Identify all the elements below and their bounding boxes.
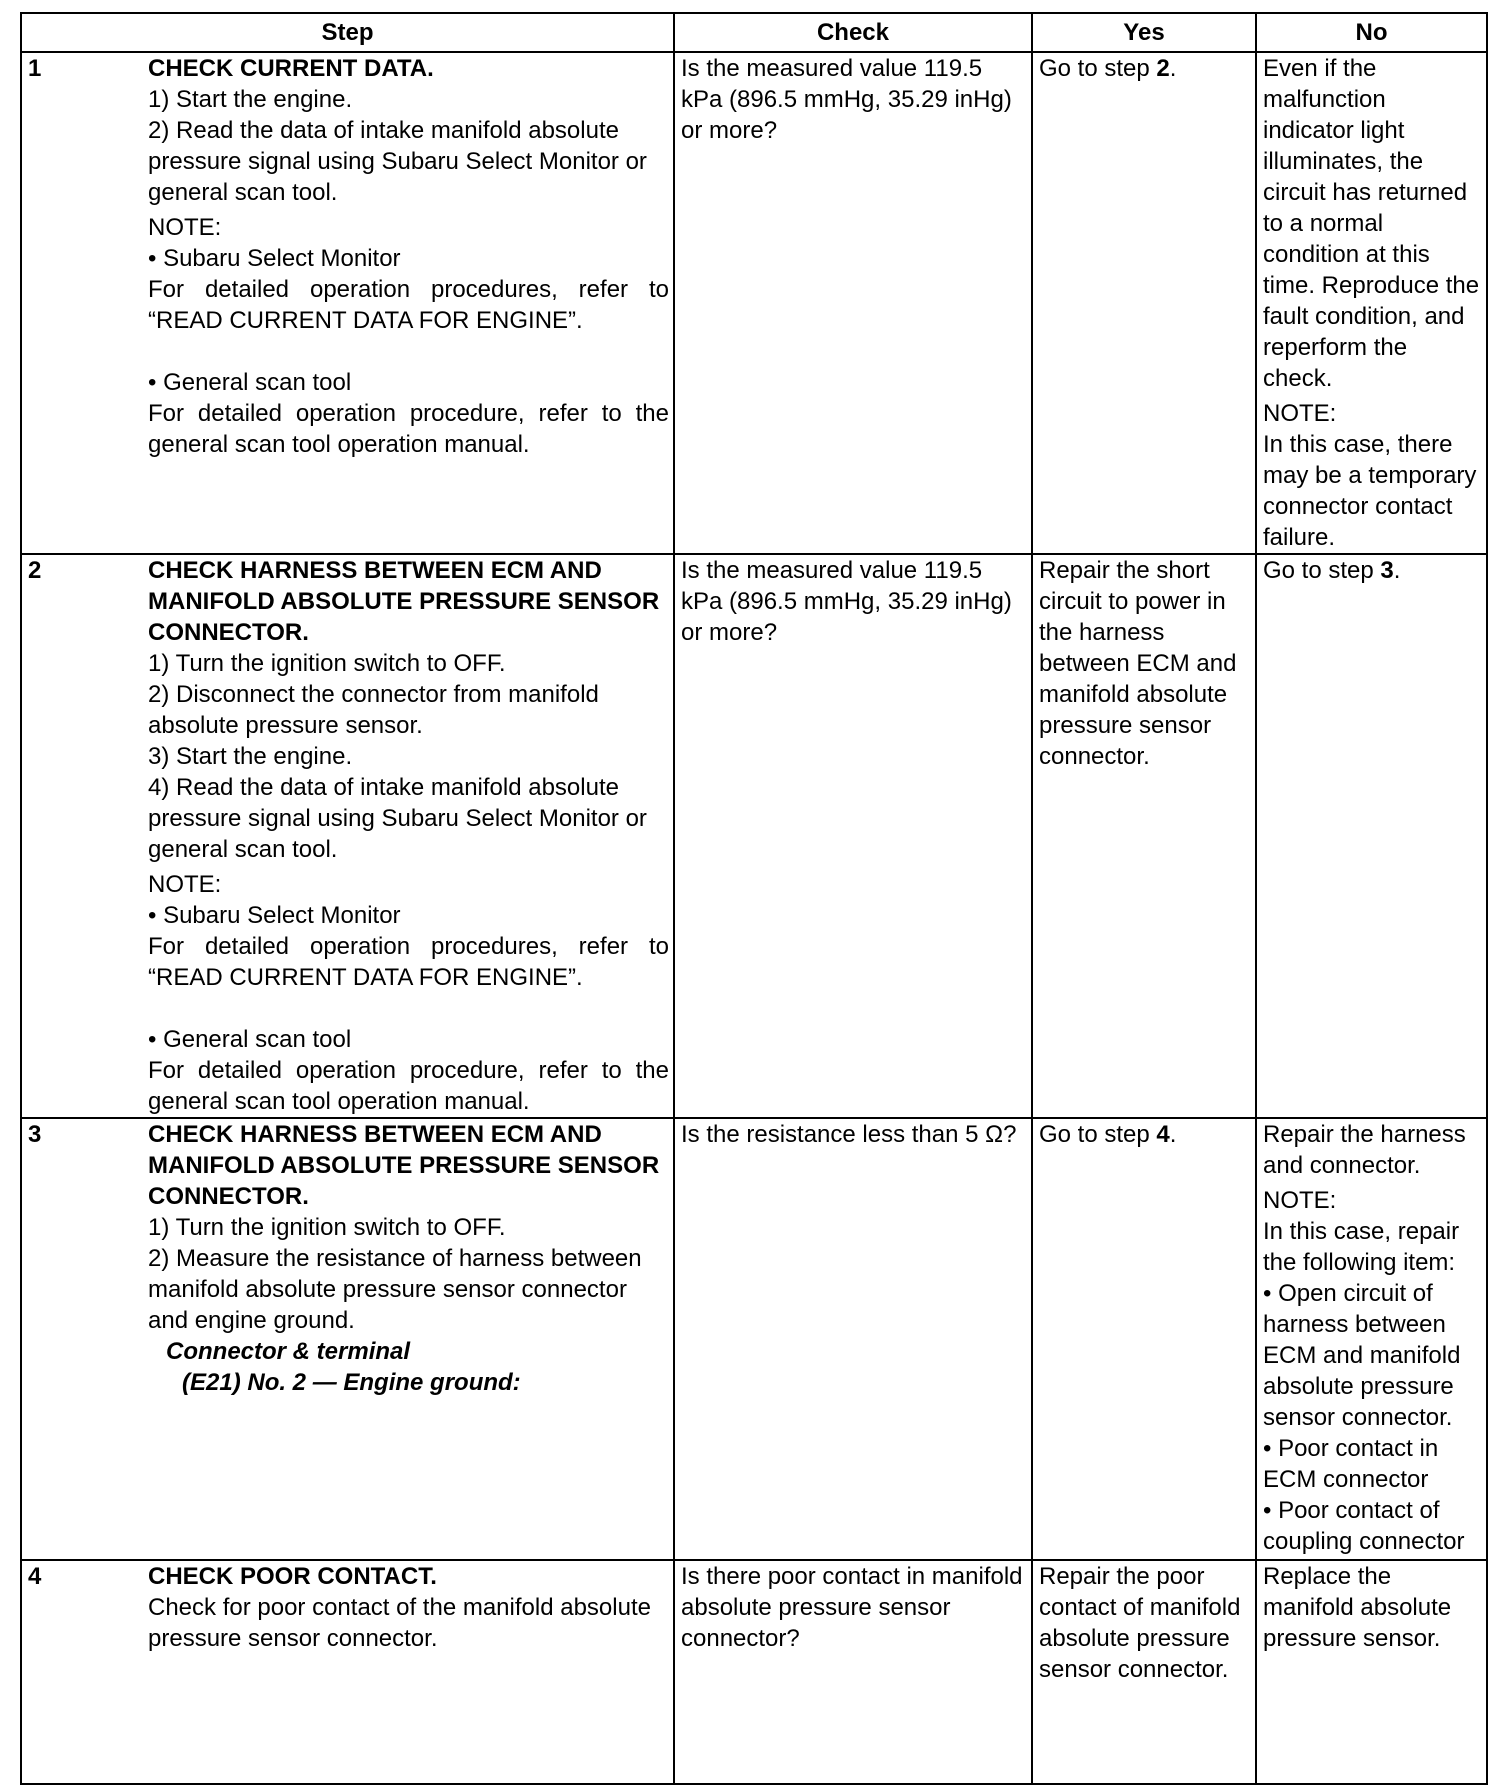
step-item: 2) Read the data of intake manifold absolute pressure signal using Subaru Select Monitor or general scan tool.	[148, 117, 647, 206]
connector-value: (E21) No. 2 — Engine ground:	[182, 1369, 521, 1396]
header-row	[21, 13, 1487, 52]
no-note-text: In this case, repair the following item:	[1263, 1218, 1460, 1276]
no-step-ref: 3	[1380, 557, 1394, 584]
step-cell	[21, 1560, 674, 1784]
yes-text: Go to step	[1039, 55, 1157, 82]
no-text: Go to step	[1263, 557, 1381, 584]
step-title: CHECK HARNESS BETWEEN ECM AND MANIFOLD ABSOLUTE PRESSURE SENSOR CONNECTOR.	[148, 1121, 660, 1210]
yes-cell	[1032, 52, 1256, 554]
yes-step-ref: 2	[1156, 55, 1170, 82]
step-item: 1) Turn the ignition switch to OFF.	[148, 650, 506, 677]
step-item: 1) Turn the ignition switch to OFF.	[148, 1214, 506, 1241]
no-note-text: In this case, there may be a temporary connector contact failure.	[1263, 431, 1477, 551]
step-item: 4) Read the data of intake manifold absolute pressure signal using Subaru Select Monitor or general scan tool.	[148, 774, 647, 863]
no-cell	[1256, 52, 1487, 554]
step-cell	[21, 1118, 674, 1560]
step-title: CHECK HARNESS BETWEEN ECM AND MANIFOLD ABSOLUTE PRESSURE SENSOR CONNECTOR.	[148, 557, 660, 646]
no-note-label: NOTE:	[1263, 1187, 1337, 1214]
step-cell	[21, 52, 674, 554]
yes-step-ref: 4	[1156, 1121, 1170, 1148]
step-number: 1	[28, 55, 42, 82]
no-text: Even if the malfunction indicator light illuminates, the circuit has returned to a normal condition at this time. Reproduce the fault condition, and reperform the check.	[1263, 55, 1480, 392]
table-row	[21, 1118, 1487, 1560]
check-cell	[674, 554, 1032, 1118]
check-text: Is the measured value 119.5 kPa (896.5 mmHg, 35.29 inHg) or more?	[681, 557, 1012, 646]
step-title: CHECK CURRENT DATA.	[148, 55, 434, 82]
yes-cell	[1032, 1118, 1256, 1560]
note-text: For detailed operation procedure, refer to the general scan tool operation manual.	[148, 400, 669, 458]
no-text: Replace the manifold absolute pressure sensor.	[1263, 1563, 1452, 1652]
yes-cell	[1032, 1560, 1256, 1784]
header-check: Check	[674, 13, 1032, 52]
diagnostic-table	[20, 12, 1488, 1785]
yes-text-end: .	[1169, 55, 1177, 82]
check-text: Is there poor contact in manifold absolute pressure sensor connector?	[681, 1563, 1023, 1652]
note-bullet: • General scan tool	[148, 1026, 352, 1053]
table-row	[21, 1560, 1487, 1784]
note-bullet: • Subaru Select Monitor	[148, 902, 401, 929]
step-item: 2) Measure the resistance of harness between manifold absolute pressure sensor connector and engine ground.	[148, 1245, 642, 1334]
no-bullet: • Open circuit of harness between ECM and manifold absolute pressure sensor connector.	[1263, 1280, 1461, 1431]
check-cell	[674, 1560, 1032, 1784]
step-item: 3) Start the engine.	[148, 743, 353, 770]
header-no: No	[1256, 13, 1487, 52]
step-number: 4	[28, 1563, 42, 1590]
yes-cell	[1032, 554, 1256, 1118]
step-item: 2) Disconnect the connector from manifold absolute pressure sensor.	[148, 681, 599, 739]
connector-label: Connector & terminal	[166, 1338, 411, 1365]
note-bullet: • Subaru Select Monitor	[148, 245, 401, 272]
note-bullet: • General scan tool	[148, 369, 352, 396]
note-text: For detailed operation procedures, refer to “READ CURRENT DATA FOR ENGINE”.	[148, 276, 669, 334]
table-row	[21, 52, 1487, 554]
no-text: Repair the harness and connector.	[1263, 1121, 1466, 1179]
check-text: Is the measured value 119.5 kPa (896.5 mmHg, 35.29 inHg) or more?	[681, 55, 1012, 144]
no-text-end: .	[1393, 557, 1401, 584]
note-text: For detailed operation procedure, refer to the general scan tool operation manual.	[148, 1057, 669, 1115]
header-step: Step	[21, 13, 674, 52]
no-cell	[1256, 554, 1487, 1118]
note-label: NOTE:	[148, 214, 222, 241]
note-label: NOTE:	[148, 871, 222, 898]
step-cell	[21, 554, 674, 1118]
yes-text-end: .	[1169, 1121, 1177, 1148]
step-number: 2	[28, 557, 42, 584]
check-text: Is the resistance less than 5 Ω?	[681, 1121, 1017, 1148]
yes-text: Repair the poor contact of manifold absolute pressure sensor connector.	[1039, 1563, 1241, 1683]
step-item: 1) Start the engine.	[148, 86, 353, 113]
table-row	[21, 554, 1487, 1118]
no-cell	[1256, 1118, 1487, 1560]
no-bullet: • Poor contact in ECM connector	[1263, 1435, 1439, 1493]
no-cell	[1256, 1560, 1487, 1784]
note-text: For detailed operation procedures, refer to “READ CURRENT DATA FOR ENGINE”.	[148, 933, 669, 991]
check-cell	[674, 52, 1032, 554]
yes-text: Go to step	[1039, 1121, 1157, 1148]
step-number: 3	[28, 1121, 42, 1148]
step-title: CHECK POOR CONTACT.	[148, 1563, 437, 1590]
check-cell	[674, 1118, 1032, 1560]
yes-text: Repair the short circuit to power in the harness between ECM and manifold absolute pressure sensor connector.	[1039, 557, 1237, 770]
no-note-label: NOTE:	[1263, 400, 1337, 427]
header-yes: Yes	[1032, 13, 1256, 52]
no-bullet: • Poor contact of coupling connector	[1263, 1497, 1465, 1555]
step-text: Check for poor contact of the manifold absolute pressure sensor connector.	[148, 1594, 651, 1652]
